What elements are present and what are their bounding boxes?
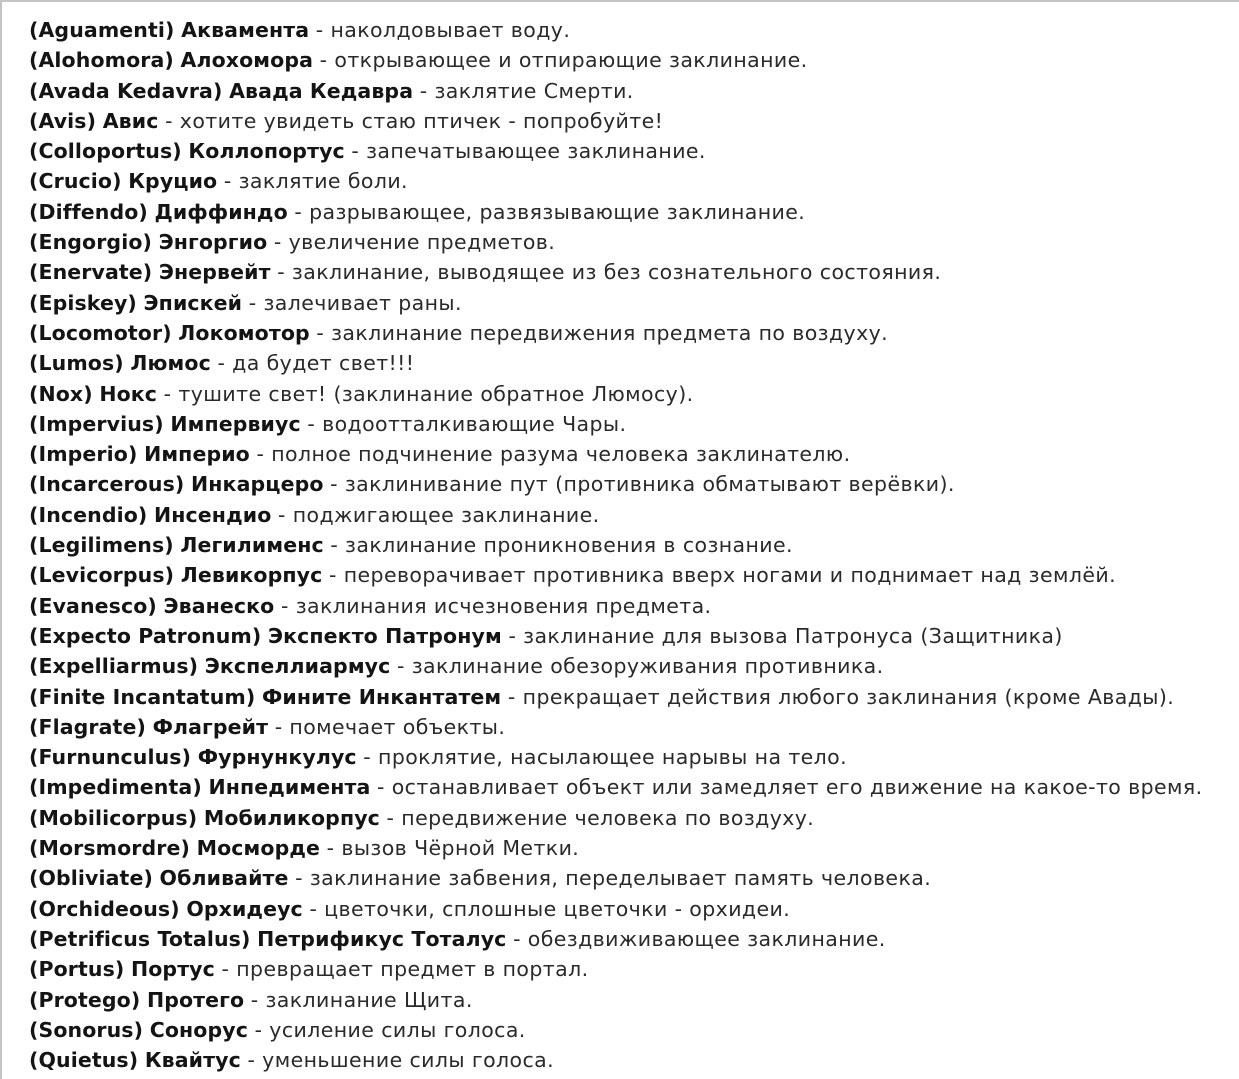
spell-entry (29, 106, 1234, 136)
spell-entry (29, 469, 1234, 499)
spell-entry (29, 651, 1234, 681)
spell-latin-name: (Evanesco) (29, 593, 157, 618)
spell-latin-name: (Orchideous) (29, 896, 180, 921)
spell-russian-name: Экспекто Патронум (268, 623, 502, 648)
spell-description: - останавливает объект или замедляет его движение на какое-то время. (377, 775, 1203, 800)
spell-latin-name: (Avada Kedavra) (29, 78, 223, 103)
spell-description: - вызов Чёрной Метки. (326, 836, 580, 861)
spell-description: - прекращает действия любого заклинания (кроме Авады). (507, 684, 1175, 709)
spell-russian-name: Сонорус (149, 1017, 248, 1042)
spell-russian-name: Экспеллиармус (204, 654, 391, 679)
spell-latin-name: (Legilimens) (29, 533, 174, 558)
spell-entry (29, 803, 1234, 833)
spell-description: - передвижение человека по воздуху. (386, 805, 815, 830)
spell-latin-name: (Impervius) (29, 411, 164, 436)
spell-latin-name: (Expelliarmus) (29, 654, 199, 679)
spell-description: - наколдовывает воду. (315, 18, 571, 42)
spell-latin-name: (Incarcerous) (29, 472, 185, 497)
spell-description: - усиление силы голоса. (254, 1017, 526, 1042)
spell-russian-name: Инпедимента (208, 775, 371, 800)
spell-russian-name: Аквамента (181, 18, 310, 42)
spell-entry (29, 439, 1234, 469)
spell-entry (29, 530, 1234, 560)
spell-description: - уменьшение силы голоса. (247, 1048, 555, 1073)
spell-russian-name: Фините Инкантатем (261, 684, 502, 709)
spell-russian-name: Протего (146, 987, 245, 1012)
spell-latin-name: (Levicorpus) (29, 563, 175, 588)
spell-latin-name: (Morsmordre) (29, 836, 190, 861)
spell-entry (29, 500, 1234, 530)
spell-entry (29, 560, 1234, 590)
spell-description: - тушите свет! (заклинание обратное Люмосу). (163, 381, 694, 406)
spell-description: - цветочки, сплошные цветочки - орхидеи. (309, 896, 791, 921)
spell-entry (29, 45, 1234, 75)
spell-latin-name: (Impedimenta) (29, 775, 202, 800)
spell-entry (29, 833, 1234, 863)
spell-entry (29, 682, 1234, 712)
spell-latin-name: (Episkey) (29, 290, 137, 315)
spell-description: - превращает предмет в портал. (221, 957, 589, 982)
spell-description: - водоотталкивающие Чары. (307, 411, 627, 436)
spell-latin-name: (Protego) (29, 987, 141, 1012)
spell-description: - открывающее и отпирающие заклинание. (319, 48, 808, 73)
spell-latin-name: (Mobilicorpus) (29, 805, 198, 830)
spell-description: - заклятие Смерти. (419, 78, 634, 103)
spell-russian-name: Инкарцеро (191, 472, 324, 497)
spell-latin-name: (Finite Incantatum) (29, 684, 256, 709)
spell-russian-name: Империо (144, 442, 250, 467)
spell-entry (29, 136, 1234, 166)
spell-description: - поджигающее заклинание. (278, 502, 600, 527)
spell-latin-name: (Crucio) (29, 169, 122, 194)
spell-russian-name: Эпискей (143, 290, 243, 315)
spell-description: - заклинание проникновения в сознание. (330, 533, 793, 558)
spell-entry (29, 712, 1234, 742)
spell-entry (29, 318, 1234, 348)
spell-description: - заклинание обезоруживания противника. (397, 654, 884, 679)
spell-latin-name: (Lumos) (29, 351, 124, 376)
spell-entry (29, 197, 1234, 227)
spell-russian-name: Обливайте (159, 866, 289, 891)
spell-entry (29, 166, 1234, 196)
spell-description: - заклинания исчезновения предмета. (281, 593, 712, 618)
spell-russian-name: Петрификус Тоталус (257, 926, 507, 951)
spell-entry (29, 227, 1234, 257)
spell-description: - заклинание передвижения предмета по воздуху. (316, 320, 889, 345)
spell-description: - полное подчинение разума человека заклинателю. (256, 442, 851, 467)
spell-latin-name: (Colloportus) (29, 139, 182, 164)
spell-russian-name: Алохомора (180, 48, 314, 73)
spell-russian-name: Мобиликорпус (203, 805, 380, 830)
spell-entry (29, 621, 1234, 651)
spell-description: - заклинание забвения, переделывает память человека. (295, 866, 932, 891)
spell-russian-name: Флагрейт (152, 714, 269, 739)
spell-russian-name: Нокс (99, 381, 158, 406)
spell-entry (29, 591, 1234, 621)
spell-entry (29, 409, 1234, 439)
spell-russian-name: Мосморде (196, 836, 321, 861)
spell-latin-name: (Enervate) (29, 260, 153, 285)
spell-latin-name: (Incendio) (29, 502, 148, 527)
spell-entry (29, 288, 1234, 318)
spell-entry (29, 985, 1234, 1015)
spell-description: - хотите увидеть стаю птичек - попробуйте! (165, 108, 664, 133)
spell-description: - помечает объекты. (274, 714, 506, 739)
spell-description: - да будет свет!!! (217, 351, 415, 376)
spell-latin-name: (Sonorus) (29, 1017, 144, 1042)
spell-description: - переворачивает противника вверх ногами и поднимает над землёй. (329, 563, 1116, 588)
spell-latin-name: (Diffendo) (29, 199, 148, 224)
spell-entry (29, 742, 1234, 772)
spell-description: - заклинание, выводящее из без сознательного состояния. (277, 260, 942, 285)
spell-description: - запечатывающее заклинание. (351, 139, 706, 164)
spell-description: - увеличение предметов. (273, 230, 556, 255)
spell-russian-name: Авада Кедавра (229, 78, 414, 103)
spell-entry (29, 863, 1234, 893)
spell-description: - заклинание Щита. (250, 987, 473, 1012)
spell-entry (29, 1045, 1234, 1075)
spell-entry (29, 924, 1234, 954)
spell-russian-name: Локомотор (178, 320, 310, 345)
spell-russian-name: Левикорпус (180, 563, 323, 588)
spell-russian-name: Фурнункулус (197, 745, 357, 770)
spell-russian-name: Коллопортус (188, 139, 345, 164)
spell-description: - заклинивание пут (противника обматывают верёвки). (330, 472, 955, 497)
spell-entry (29, 894, 1234, 924)
spell-entry (29, 1015, 1234, 1045)
spell-list (29, 15, 1234, 1075)
spell-russian-name: Круцио (128, 169, 218, 194)
spell-latin-name: (Avis) (29, 108, 97, 133)
spell-description: - разрывающее, развязывающие заклинание. (294, 199, 806, 224)
spell-entry (29, 76, 1234, 106)
spell-latin-name: (Portus) (29, 957, 125, 982)
spell-russian-name: Энервейт (158, 260, 271, 285)
spell-latin-name: (Alohomora) (29, 48, 174, 73)
spell-description: - заклинание для вызова Патронуса (Защитника) (508, 623, 1063, 648)
spell-entry (29, 348, 1234, 378)
spell-latin-name: (Obliviate) (29, 866, 153, 891)
spell-description: - обездвиживающее заклинание. (513, 926, 886, 951)
spell-description: - проклятие, насылающее нарывы на тело. (363, 745, 848, 770)
spell-entry (29, 772, 1234, 802)
spell-russian-name: Инсендио (154, 502, 272, 527)
spell-latin-name: (Locomotor) (29, 320, 172, 345)
spell-russian-name: Энгоргио (158, 230, 268, 255)
spell-russian-name: Квайтус (144, 1048, 241, 1073)
spell-russian-name: Портус (130, 957, 215, 982)
spell-russian-name: Легилименс (180, 533, 324, 558)
spell-entry (29, 15, 1234, 45)
spell-latin-name: (Furnunculus) (29, 745, 192, 770)
spell-latin-name: (Flagrate) (29, 714, 146, 739)
spell-latin-name: (Imperio) (29, 442, 138, 467)
spell-russian-name: Импервиус (170, 411, 301, 436)
spell-latin-name: (Petrificus Totalus) (29, 926, 251, 951)
spell-russian-name: Авис (102, 108, 159, 133)
spell-russian-name: Эванеско (163, 593, 275, 618)
spell-latin-name: (Nox) (29, 381, 93, 406)
spell-russian-name: Диффиндо (154, 199, 288, 224)
spell-latin-name: (Expecto Patronum) (29, 623, 262, 648)
spell-description: - залечивает раны. (248, 290, 462, 315)
spell-entry (29, 257, 1234, 287)
spell-description: - заклятие боли. (223, 169, 408, 194)
spell-latin-name: (Aguamenti) (29, 18, 175, 42)
spell-entry (29, 379, 1234, 409)
spell-latin-name: (Quietus) (29, 1048, 139, 1073)
spell-latin-name: (Engorgio) (29, 230, 152, 255)
spell-entry (29, 954, 1234, 984)
spell-russian-name: Орхидеус (186, 896, 303, 921)
spell-russian-name: Люмос (130, 351, 211, 376)
